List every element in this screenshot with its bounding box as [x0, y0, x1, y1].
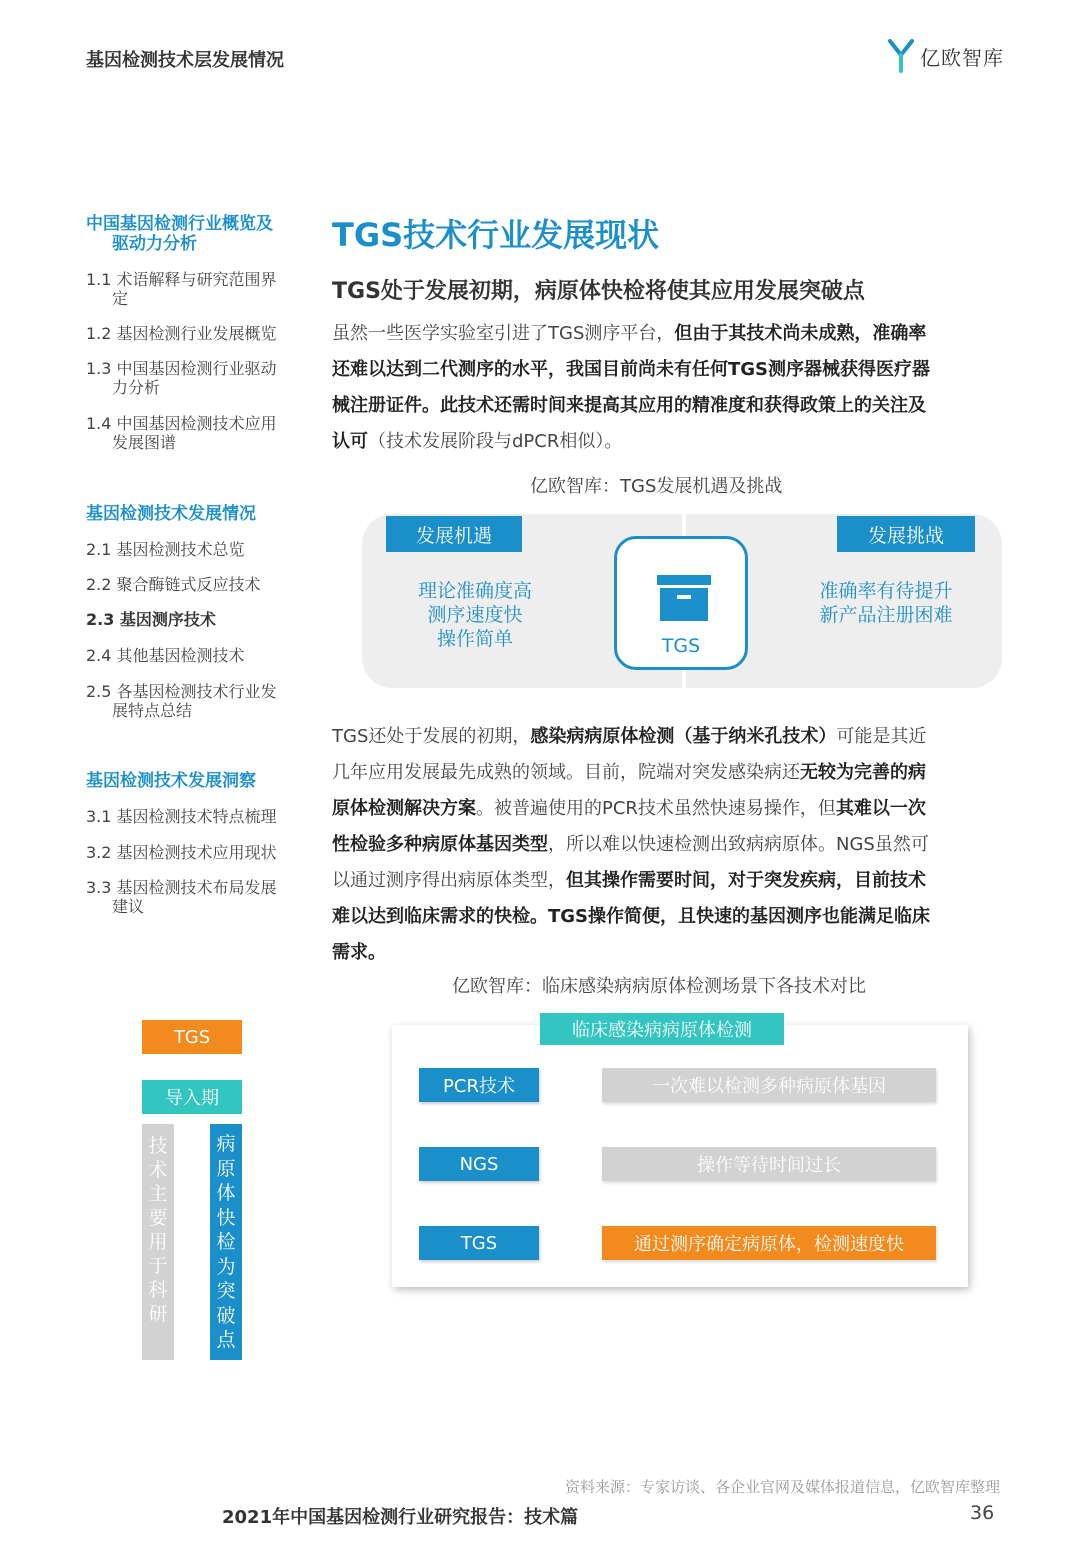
text: （技术发展阶段与dPCR相似）。 [368, 431, 623, 452]
sidebar-item-label: 发展图谱 [112, 433, 177, 452]
stage-tag: 导入期 [142, 1080, 242, 1114]
page-title: TGS技术行业发展现状 [332, 216, 660, 254]
desc-ngs: 操作等待时间过长 [602, 1147, 936, 1181]
logo-text: 亿欧智库 [920, 45, 1004, 70]
text: ，所以难以快速检测出致病病原体。NGS虽然可 [548, 834, 929, 855]
breakthrough-bar [210, 1124, 242, 1360]
bar-char: 为 [216, 1255, 236, 1278]
sidebar-item-label: 聚合酶链式反应技术 [116, 575, 261, 594]
bar-char: 快 [216, 1206, 236, 1229]
challenge-item: 准确率有待提升 [819, 580, 953, 602]
challenge-item: 新产品注册困难 [819, 604, 953, 626]
sidebar-item-num: 2.5 [86, 682, 112, 701]
bar-char: 技 [148, 1135, 168, 1157]
sidebar-item-num: 2.3 [86, 610, 115, 629]
tgs-tag: TGS [142, 1020, 242, 1054]
text-bold: 需求。 [332, 942, 386, 963]
tech-ngs: NGS [419, 1147, 539, 1181]
paragraph-1 [332, 316, 994, 460]
tgs-center-label: TGS [661, 635, 701, 657]
bar-char: 点 [216, 1329, 236, 1351]
text-bold: 性检验多种病原体基因类型 [332, 834, 548, 855]
sidebar-item-2-5[interactable] [86, 682, 301, 720]
sidebar-item-num: 2.4 [86, 646, 112, 665]
sidebar-item-num: 1.3 [86, 359, 112, 378]
text-bold: 感染病病原体检测（基于纳米孔技术） [530, 726, 837, 747]
text-bold: 械注册证件。此技术还需时间来提高其应用的精准度和获得政策上的关注及 [332, 395, 926, 416]
sidebar-item-num: 2.2 [86, 575, 112, 594]
bar-char: 研 [148, 1303, 168, 1325]
opportunity-item: 理论准确度高 [417, 580, 532, 602]
text-bold: 原体检测解决方案 [332, 798, 476, 819]
sidebar-section-title-line: 基因检测技术发展洞察 [86, 771, 256, 791]
bar-char: 主 [148, 1183, 168, 1205]
bar-char: 术 [148, 1159, 168, 1181]
sidebar-item-1-3[interactable] [86, 359, 301, 397]
opportunity-item: 操作简单 [436, 628, 513, 650]
sidebar-item-label: 各基因检测技术行业发 [116, 682, 277, 701]
sidebar-item-label: 基因检测技术总览 [116, 540, 245, 559]
sidebar-section-3-title[interactable] [86, 771, 301, 791]
bar-char: 检 [216, 1231, 236, 1253]
source-note: 资料来源：专家访谈、各企业官网及媒体报道信息，亿欧智库整理 [564, 1478, 1000, 1496]
sidebar-item-label: 中国基因检测技术应用 [116, 414, 277, 433]
text-bold: 其难以一次 [835, 798, 926, 819]
bar-char: 于 [148, 1255, 168, 1277]
sidebar-section-title-line: 中国基因检测行业概览及 [86, 214, 273, 234]
sidebar-section-title-line: 基因检测技术发展情况 [86, 504, 256, 524]
sidebar-item-2-3[interactable] [86, 610, 301, 629]
sidebar-item-label: 基因检测行业发展概览 [116, 324, 277, 343]
sidebar-item-num: 3.1 [86, 807, 112, 826]
bar-char: 科 [148, 1279, 168, 1301]
research-use-bar [142, 1124, 174, 1360]
sidebar-item-2-4[interactable] [86, 646, 301, 665]
text: 几年应用发展最先成熟的领域。目前，院端对突发感染病还 [332, 762, 800, 783]
sidebar-item-label: 其他基因检测技术 [116, 646, 245, 665]
sidebar-item-label: 基因检测技术特点梳理 [116, 807, 277, 826]
page-subtitle: TGS处于发展初期，病原体快检将使其应用发展突破点 [332, 279, 865, 304]
bar-char: 体 [216, 1182, 236, 1204]
bar-char: 要 [148, 1207, 168, 1229]
sidebar-item-1-4[interactable] [86, 414, 301, 452]
sidebar-item-label: 中国基因检测行业驱动 [116, 359, 277, 378]
text-bold: 难以达到临床需求的快检。TGS操作简便，且快速的基因测序也能满足临床 [332, 906, 931, 927]
text-bold: 但由于其技术尚未成熟，准确率 [674, 323, 927, 344]
desc-pcr: 一次难以检测多种病原体基因 [602, 1068, 936, 1102]
sidebar-section-title-line: 驱动力分析 [112, 234, 197, 254]
sidebar-item-label: 基因检测技术布局发展 [116, 878, 277, 897]
text: 虽然一些医学实验室引进了TGS测序平台， [332, 323, 675, 344]
sidebar-item-num: 1.2 [86, 324, 112, 343]
page-number: 36 [970, 1502, 995, 1524]
desc-tgs: 通过测序确定病原体，检测速度快 [602, 1226, 936, 1260]
sidebar-item-label: 展特点总结 [112, 701, 193, 720]
archive-box-icon [657, 575, 711, 621]
yiou-logo-icon [888, 39, 914, 73]
opportunity-list [380, 579, 570, 651]
sidebar-item-label: 建议 [112, 897, 145, 916]
sidebar-item-2-1[interactable] [86, 540, 301, 559]
tgs-center-box [614, 536, 748, 670]
text: 可能是其近 [836, 726, 927, 747]
opportunity-label: 发展机遇 [386, 516, 522, 552]
sidebar-item-label: 基因测序技术 [119, 610, 216, 629]
sidebar-item-num: 3.2 [86, 843, 112, 862]
figure-caption-1: 亿欧智库：TGS发展机遇及挑战 [530, 476, 783, 497]
text-bold: 认可 [332, 431, 368, 452]
tech-pcr: PCR技术 [419, 1068, 539, 1102]
challenge-label: 发展挑战 [837, 516, 975, 552]
paragraph-2 [332, 719, 994, 971]
sidebar-item-num: 2.1 [86, 540, 112, 559]
text: 以通过测序得出病原体类型， [332, 870, 566, 891]
figure-caption-2: 亿欧智库：临床感染病病原体检测场景下各技术对比 [452, 976, 866, 997]
text: TGS还处于发展的初期， [332, 726, 531, 747]
sidebar-item-label: 术语解释与研究范围界 [116, 270, 277, 289]
bar-char: 病 [216, 1133, 236, 1155]
sidebar-section-2-title[interactable] [86, 504, 301, 524]
sidebar-item-3-2[interactable] [86, 843, 301, 862]
sidebar-item-num: 1.1 [86, 270, 112, 289]
challenge-list [790, 579, 982, 627]
bar-char: 原 [216, 1157, 236, 1180]
text-bold: 但其操作需要时间，对于突发疾病，目前技术 [566, 870, 926, 891]
sidebar-item-label: 力分析 [112, 378, 161, 397]
text: 。被普遍使用的PCR技术虽然快速易操作，但 [476, 798, 836, 819]
bar-char: 突 [216, 1280, 236, 1302]
bar-char: 用 [148, 1231, 168, 1253]
logo [888, 38, 1018, 74]
sidebar-item-3-1[interactable] [86, 807, 301, 826]
comparison-header: 临床感染病病原体检测 [540, 1013, 784, 1045]
text-bold: 还难以达到二代测序的水平，我国目前尚未有任何TGS测序器械获得医疗器 [332, 359, 931, 380]
sidebar-item-3-3[interactable] [86, 878, 301, 916]
report-title: 2021年中国基因检测行业研究报告：技术篇 [222, 1507, 579, 1528]
sidebar-item-2-2[interactable] [86, 575, 301, 594]
bar-char: 破 [216, 1304, 236, 1327]
header-section-title: 基因检测技术层发展情况 [86, 50, 284, 71]
sidebar-item-1-1[interactable] [86, 270, 301, 308]
sidebar-item-num: 1.4 [86, 414, 112, 433]
sidebar-item-num: 3.3 [86, 878, 112, 897]
tech-tgs: TGS [419, 1226, 539, 1260]
sidebar-section-1-title[interactable] [86, 214, 301, 254]
sidebar-item-label: 基因检测技术应用现状 [116, 843, 277, 862]
sidebar-item-label: 定 [112, 289, 129, 308]
sidebar-item-1-2[interactable] [86, 324, 301, 343]
opportunity-item: 测序速度快 [427, 604, 523, 626]
text-bold: 无较为完善的病 [800, 762, 926, 783]
